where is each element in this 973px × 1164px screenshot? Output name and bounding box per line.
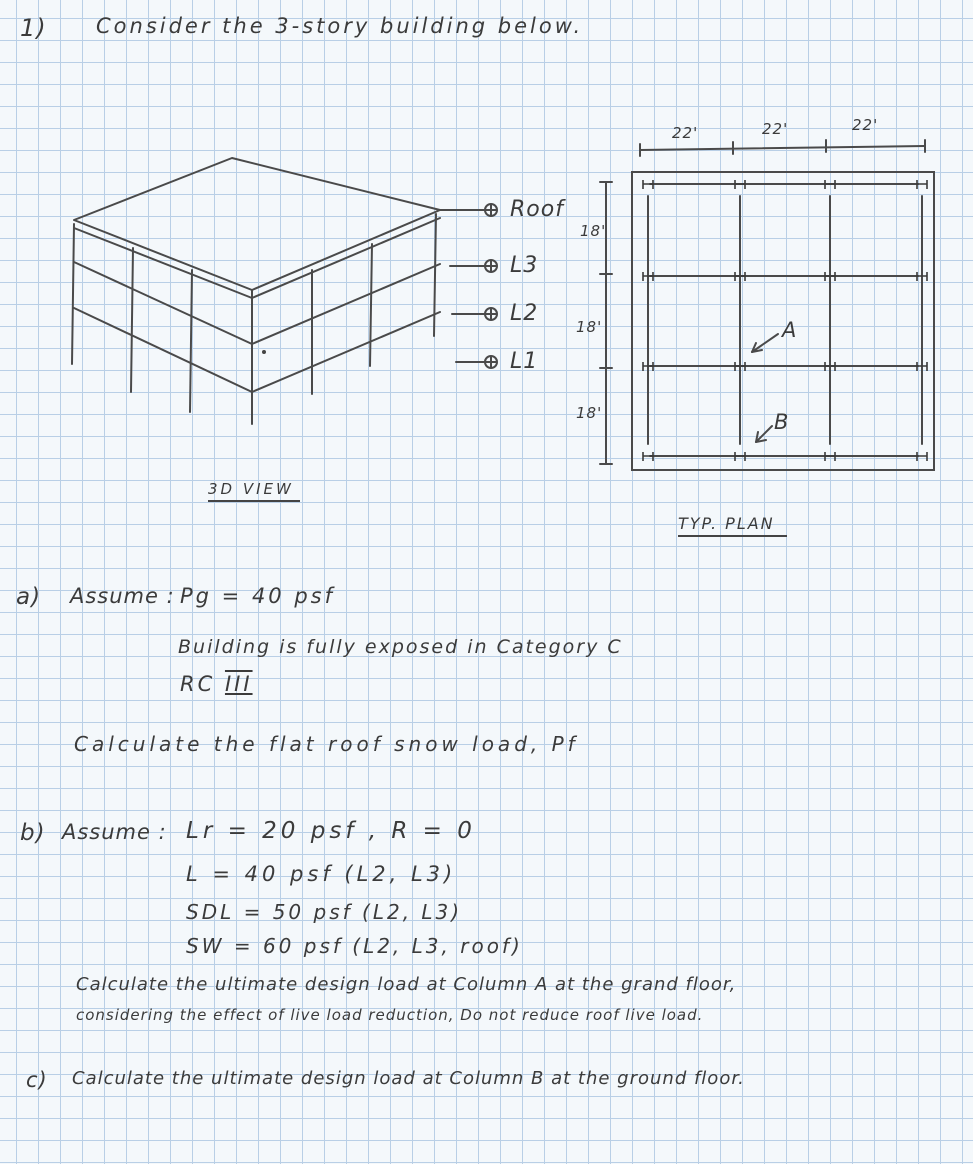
part-b-line-sdl: SDL = 50 psf (L2, L3)	[186, 900, 463, 924]
plan-dim-x2: 22'	[762, 120, 789, 138]
plan-dim-x3: 22'	[852, 116, 879, 134]
part-a-exposure: Building is fully exposed in Category C	[178, 636, 623, 658]
part-a-rc-value: III	[224, 672, 253, 696]
plan-dim-y3: 18'	[576, 404, 603, 422]
part-b-line-lr: Lr = 20 psf , R = 0	[186, 818, 476, 844]
part-c-label: c)	[26, 1068, 48, 1092]
level-label-roof: Roof	[510, 197, 564, 222]
part-b-line-sw: SW = 60 psf (L2, L3, roof)	[186, 934, 523, 958]
plan-caption: TYP. PLAN	[678, 514, 787, 537]
level-label-l3: L3	[510, 253, 539, 278]
part-b-task-line2: considering the effect of live load reduction, Do not reduce roof live load.	[76, 1006, 704, 1024]
part-a-risk-category	[180, 672, 253, 696]
part-b-assume: Assume :	[62, 820, 167, 844]
part-a-label: a)	[16, 584, 42, 610]
plan-label-column-b: B	[774, 410, 790, 434]
plan-label-column-a: A	[782, 318, 798, 342]
part-b-line-l: L = 40 psf (L2, L3)	[186, 862, 457, 886]
part-a-pg: Pg = 40 psf	[180, 584, 336, 608]
part-a-rc-prefix: RC	[180, 672, 216, 696]
part-a-assume: Assume :	[70, 584, 175, 608]
plan-dim-y2: 18'	[576, 318, 603, 336]
plan-dim-y1: 18'	[580, 222, 607, 240]
problem-intro: Consider the 3-story building below.	[96, 14, 584, 38]
view3d-caption: 3D VIEW	[208, 480, 300, 502]
plan-dim-x1: 22'	[672, 124, 699, 142]
part-c-task: Calculate the ultimate design load at Column B at the ground floor.	[72, 1068, 745, 1089]
problem-number: 1)	[20, 14, 47, 42]
part-a-task: Calculate the flat roof snow load, Pf	[74, 732, 579, 756]
part-b-task-line1: Calculate the ultimate design load at Column A at the grand floor,	[76, 974, 737, 995]
level-label-l2: L2	[510, 301, 539, 326]
level-label-l1: L1	[510, 349, 539, 374]
part-b-label: b)	[20, 820, 46, 846]
